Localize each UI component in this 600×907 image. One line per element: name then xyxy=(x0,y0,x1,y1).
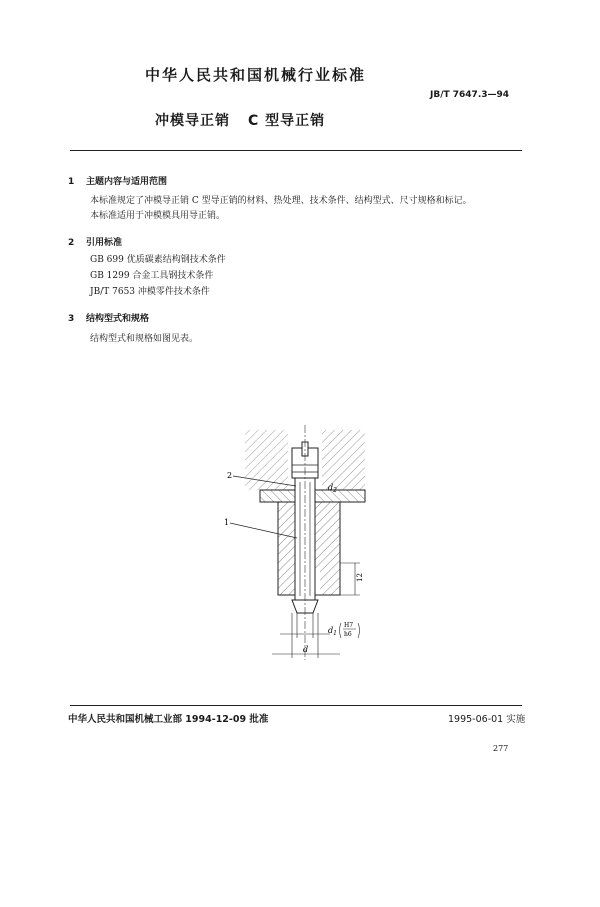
svg-text:d: d xyxy=(303,645,309,654)
section-1-heading xyxy=(68,174,167,187)
page-number: 277 xyxy=(493,744,509,753)
document-title xyxy=(155,110,325,130)
svg-text:h6: h6 xyxy=(344,631,352,638)
section-title: 引用标准 xyxy=(86,238,123,248)
section-2-line-2: GB 1299 合金工具钢技术条件 xyxy=(90,271,214,281)
section-2-heading xyxy=(68,235,122,248)
section-title: 结构型式和规格 xyxy=(86,314,150,324)
svg-text:d1: $d_1$ xyxy=(328,626,337,637)
guide-pin-drawing xyxy=(200,420,400,670)
section-1-line-1: 本标准规定了冲模导正销 C 型导正销的材料、热处理、技术条件、结构型式、尺寸规格和标记。 xyxy=(90,196,472,206)
svg-text:d2: $d_2$ xyxy=(328,483,337,494)
footer-rule xyxy=(70,705,522,706)
title-main: 冲模导正销 xyxy=(155,113,230,129)
section-3-line-1: 结构型式和规格如图见表。 xyxy=(90,334,199,344)
issuing-authority: 中华人民共和国机械行业标准 xyxy=(145,66,367,84)
section-number: 3 xyxy=(68,314,75,324)
section-1-line-2: 本标准适用于冲模模具用导正销。 xyxy=(90,211,226,221)
dim-d xyxy=(272,613,340,658)
implementation-date: 1995-06-01 实施 xyxy=(448,714,526,725)
svg-text:2: 2 xyxy=(227,471,233,480)
section-title: 主题内容与适用范围 xyxy=(86,177,168,187)
header-rule xyxy=(70,150,522,151)
svg-text:1: 1 xyxy=(224,518,230,527)
approval-note: 中华人民共和国机械工业部 1994-12-09 批准 xyxy=(68,714,269,725)
section-number: 1 xyxy=(68,177,75,187)
section-3-heading xyxy=(68,311,149,324)
title-sub: C 型导正销 xyxy=(248,113,326,129)
svg-text:H7: H7 xyxy=(344,622,354,629)
svg-text:12: 12 xyxy=(356,573,364,582)
section-2-line-3: JB/T 7653 冲模零件技术条件 xyxy=(90,287,210,297)
section-2-line-1: GB 699 优质碳素结构钢技术条件 xyxy=(90,255,226,265)
standard-code: JB/T 7647.3—94 xyxy=(430,90,510,100)
section-number: 2 xyxy=(68,238,75,248)
